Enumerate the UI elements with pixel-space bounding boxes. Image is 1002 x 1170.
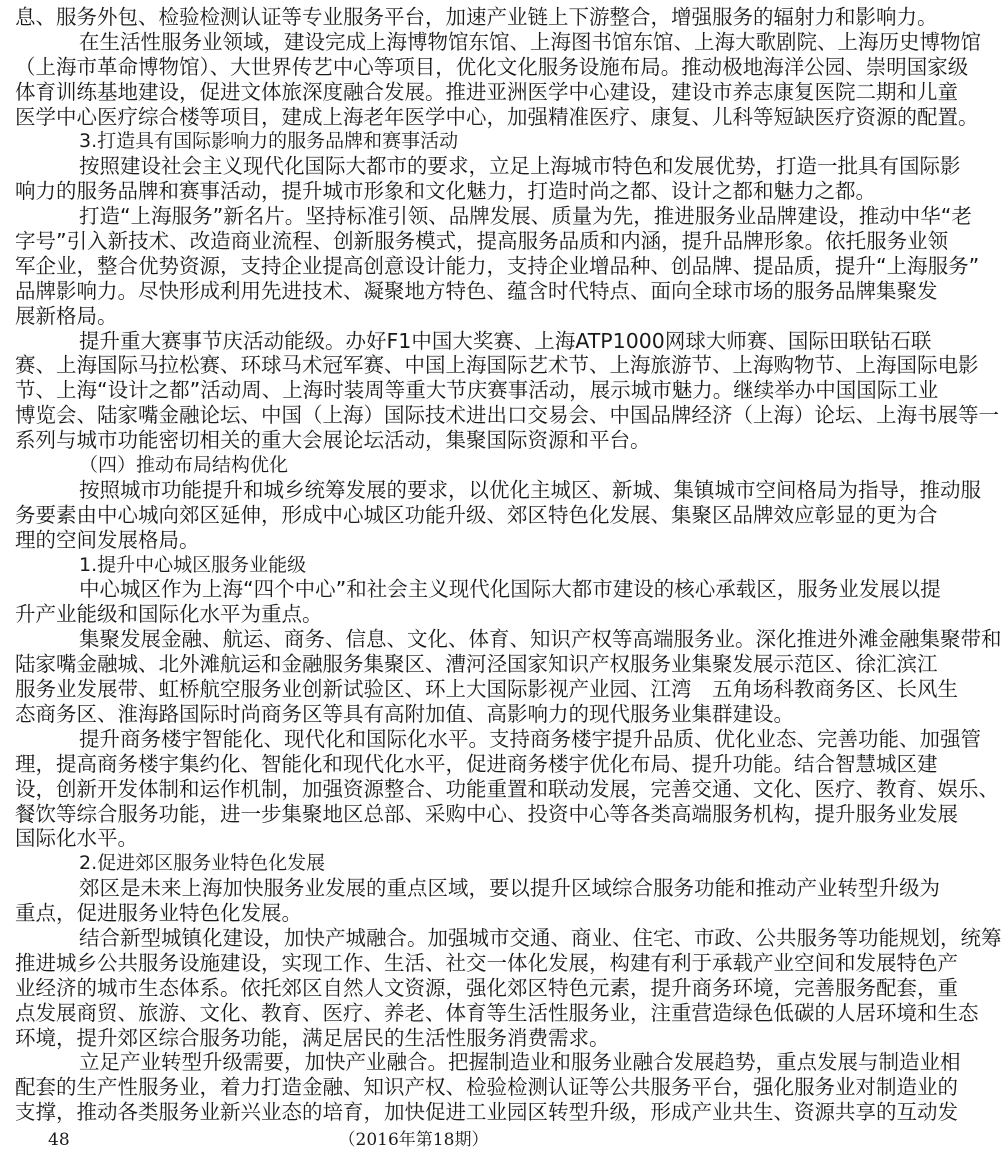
paragraph	[15, 477, 981, 553]
section-heading	[15, 851, 812, 876]
text-line: 服务业发展带、虹桥航空服务业创新试验区、环上大国际影视产业园、江湾 五角场科教商务区、长风生	[15, 677, 958, 702]
text-line: 体育训练基地建设，促进文体旅深度融合发展。推进亚洲医学中心建设，建设市养志康复医院二期和儿童	[15, 79, 958, 104]
text-line: 中心城区作为上海“四个中心”和社会主义现代化国际大都市建设的核心承载区，服务业发展以提	[79, 577, 941, 602]
text-line: 立足产业转型升级需要，加快产业融合。把握制造业和服务业融合发展趋势，重点发展与制造业相	[79, 1050, 961, 1075]
text-line: 集聚发展金融、航运、商务、信息、文化、体育、知识产权等高端服务业。深化推进外滩金融集聚带和	[79, 627, 1002, 652]
section-heading	[15, 129, 812, 154]
paragraph	[15, 204, 980, 328]
text-line: 升产业能级和国际化水平为重点。	[15, 602, 323, 627]
text-line: 推进城乡公共服务设施建设，实现工作、生活、社交一体化发展，构建有利于承载产业空间和发展特色产	[15, 950, 958, 975]
text-line: 餐饮等综合服务功能，进一步集聚地区总部、采购中心、投资中心等各类高端服务机构，提升服务业发展	[15, 801, 958, 826]
text-line: 响力的服务品牌和赛事活动，提升城市形象和文化魅力，打造时尚之都、设计之都和魅力之都。	[15, 179, 876, 204]
paragraph	[15, 726, 999, 851]
paragraph	[15, 154, 961, 204]
text-line: 业经济的城市生态体系。依托郊区自然人文资源，强化郊区特色元素，提升商务环境，完善服务配套，重	[15, 975, 958, 1000]
text-line: 按照建设社会主义现代化国际大都市的要求，立足上海城市特色和发展优势，打造一批具有国际影	[79, 154, 961, 179]
paragraph	[15, 328, 999, 453]
section-heading	[15, 553, 812, 578]
text-line: 医学中心医疗综合楼等项目，建成上海老年医学中心，加强精准医疗、康复、儿科等短缺医疗资源的配置。	[15, 104, 979, 129]
text-line: 打造“上海服务”新名片。坚持标准引领、品牌发展、质量为先，推进服务业品牌建设，推动中华“老	[79, 204, 972, 229]
text-line: 陆家嘴金融城、北外滩航运和金融服务集聚区、漕河泾国家知识产权服务业集聚发展示范区、徐汇滨江	[15, 652, 938, 677]
document-body	[15, 5, 1002, 1125]
text-line: 配套的生产性服务业，着力打造金融、知识产权、检验检测认证等公共服务平台，强化服务业对制造业的	[15, 1075, 958, 1100]
text-line: 节、上海“设计之都”活动周、上海时装周等重大节庆赛事活动，展示城市魅力。继续举办中国国际工业	[15, 378, 939, 403]
text-line: 息、服务外包、检验检测认证等专业服务平台，加速产业链上下游整合，增强服务的辐射力和影响力。	[15, 5, 938, 29]
page-footer	[0, 1128, 827, 1152]
paragraph	[15, 1050, 961, 1125]
text-line: 展新格局。	[15, 303, 118, 328]
paragraph	[15, 876, 940, 926]
text-line: 字号”引入新技术、改造商业流程、创新服务模式，提高服务品质和内涵，提升品牌形象。依托服务业领	[15, 229, 949, 254]
section-heading	[15, 453, 812, 478]
text-line: 博览会、陆家嘴金融论坛、中国（上海）国际技术进出口交易会、中国品牌经济（上海）论坛、上海书展等一	[15, 403, 999, 428]
text-line: 点发展商贸、旅游、文化、教育、医疗、养老、体育等生活性服务业，注重营造绿色低碳的人居环境和生态	[15, 1000, 979, 1025]
paragraph	[15, 5, 938, 30]
text-line: 3.打造具有国际影响力的服务品牌和赛事活动	[79, 130, 459, 153]
paragraph	[15, 627, 1002, 727]
text-line: 郊区是未来上海加快服务业发展的重点区域，要以提升区域综合服务功能和推动产业转型升级为	[79, 876, 940, 901]
paragraph	[15, 29, 981, 130]
text-line: 理的空间发展格局。	[15, 527, 200, 552]
text-line: 在生活性服务业领域，建设完成上海博物馆东馆、上海图书馆东馆、上海大歌剧院、上海历史博物馆	[79, 29, 981, 54]
text-line: 重点，促进服务业特色化发展。	[15, 901, 302, 926]
text-line: 品牌影响力。尽快形成利用先进技术、凝聚地方特色、蕴含时代特点、面向全球市场的服务品牌集聚发	[15, 278, 938, 303]
text-line: 设，创新开发体制和运作机制，加强资源整合、功能重置和联动发展，完善交通、文化、医疗、教育、娱乐、	[15, 776, 999, 801]
text-line: 系列与城市功能密切相关的重大会展论坛活动，集聚国际资源和平台。	[15, 428, 651, 453]
text-line: 军企业，整合优势资源，支持企业提高创意设计能力，支持企业增品种、创品牌、提品质，提升“上海服务”	[15, 253, 980, 278]
text-line: 1.提升中心城区服务业能级	[79, 553, 307, 576]
text-line: 务要素由中心城向郊区延伸，形成中心城区功能升级、郊区特色化发展、集聚区品牌效应彰显的更为合	[15, 502, 938, 527]
text-line: 国际化水平。	[15, 826, 138, 851]
text-line: 结合新型城镇化建设，加快产城融合。加强城市交通、商业、住宅、市政、公共服务等功能规划，统筹	[79, 925, 1002, 950]
text-line: 环境，提升郊区综合服务功能，满足居民的生活性服务消费需求。	[15, 1025, 610, 1050]
text-line: 2.促进郊区服务业特色化发展	[79, 852, 326, 875]
text-line: 态商务区、淮海路国际时尚商务区等具有高附加值、高影响力的现代服务业集群建设。	[15, 701, 794, 726]
text-line: 提升商务楼宇智能化、现代化和国际化水平。支持商务楼宇提升品质、优化业态、完善功能、加强管	[79, 726, 981, 751]
text-line: （四）推动布局结构优化	[79, 454, 289, 477]
text-line: 支撑，推动各类服务业新兴业态的培育，加快促进工业园区转型升级，形成产业共生、资源共享的互动发	[15, 1100, 958, 1125]
page-number: 48	[48, 1130, 70, 1150]
issue-label: （2016年第18期）	[338, 1130, 489, 1150]
text-line: 赛、上海国际马拉松赛、环球马术冠军赛、中国上海国际艺术节、上海旅游节、上海购物节、上海国际电影	[15, 353, 979, 378]
text-line: 按照城市功能提升和城乡统筹发展的要求，以优化主城区、新城、集镇城市空间格局为指导，推动服	[79, 477, 981, 502]
paragraph	[15, 925, 1002, 1050]
text-line: 理，提高商务楼宇集约化、智能化和现代化水平，促进商务楼宇优化布局、提升功能。结合智慧城区建	[15, 751, 938, 776]
text-line: （上海市革命博物馆）、大世界传艺中心等项目，优化文化服务设施布局。推动极地海洋公园、崇明国家级	[15, 54, 969, 79]
text-line: 提升重大赛事节庆活动能级。办好F1中国大奖赛、上海ATP1000网球大师赛、国际田联钻石联	[79, 328, 932, 353]
paragraph	[15, 577, 941, 627]
